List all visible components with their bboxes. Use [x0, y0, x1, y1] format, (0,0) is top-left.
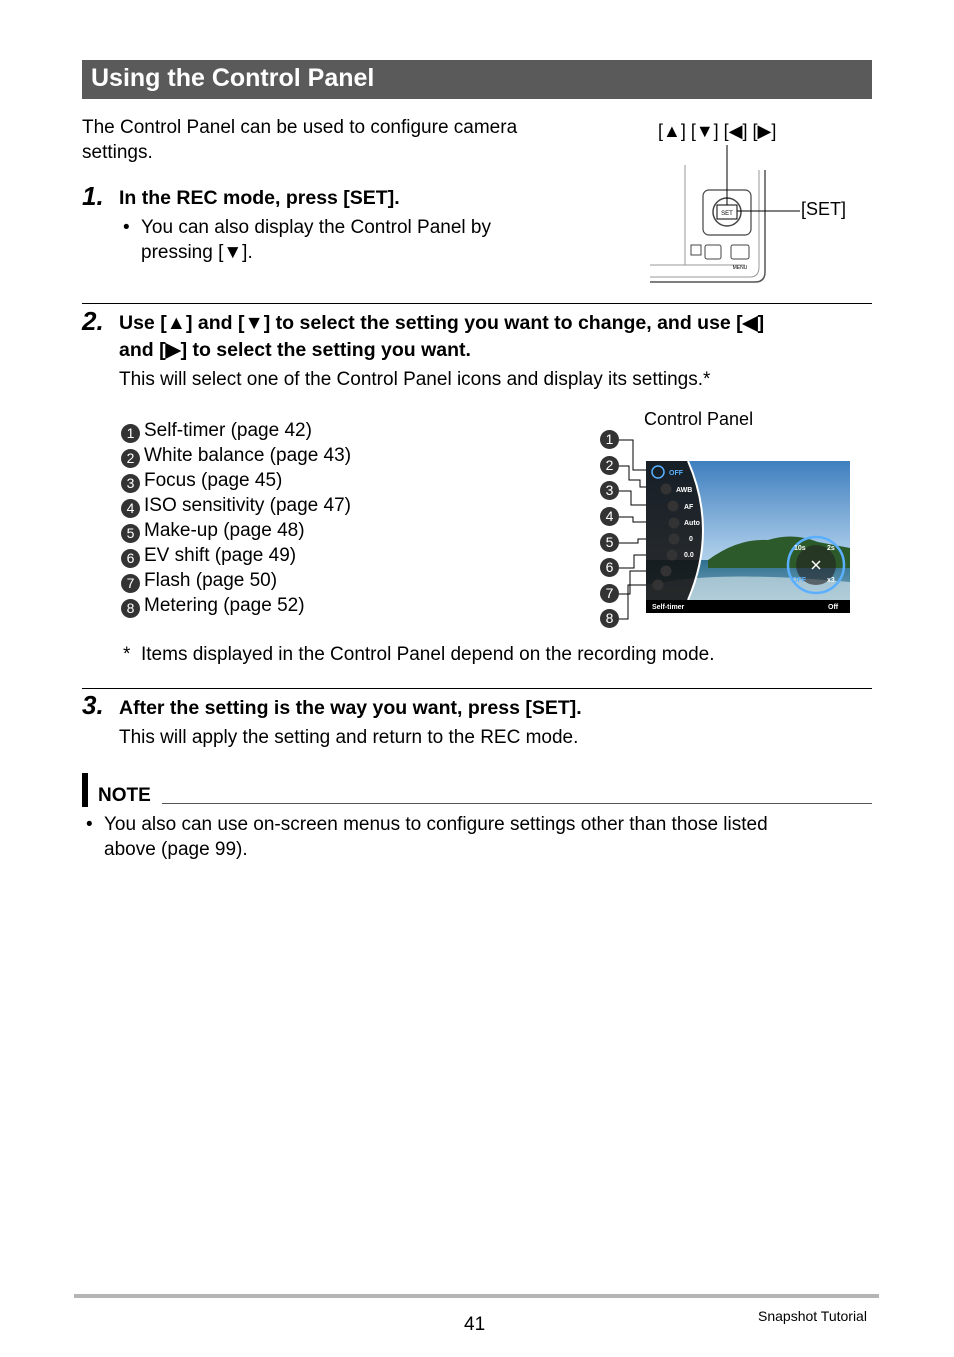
footnote: Items displayed in the Control Panel depend on the recording mode.: [141, 644, 715, 665]
legend-item-flash: [121, 570, 277, 593]
step-1-bullet-line-2: pressing [▼].: [141, 242, 253, 263]
legend-item-focus: [121, 470, 282, 493]
set-button-text: SET: [721, 211, 733, 217]
step-2-title-line-2: and [▶] to select the setting you want.: [119, 339, 471, 361]
section-title: Using the Control Panel: [91, 64, 375, 92]
status-right: Off: [828, 604, 839, 611]
dial-10s: 10s: [794, 545, 806, 552]
number-badge: 2: [121, 449, 140, 468]
page-number: 41: [464, 1314, 486, 1335]
step-3-description: This will apply the setting and return to the REC mode.: [119, 727, 579, 748]
callout-7: 7: [600, 584, 619, 603]
status-left: Self-timer: [652, 604, 685, 611]
step-1-bullet-line-1: You can also display the Control Panel by: [141, 217, 491, 238]
callout-5: 5: [600, 533, 619, 552]
number-badge: 6: [121, 549, 140, 568]
footer-label: Snapshot Tutorial: [758, 1308, 867, 1324]
note-rule: [162, 803, 872, 804]
note-marker: [82, 773, 88, 807]
legend-label: Flash (page 50): [144, 570, 278, 591]
value-awb: AWB: [676, 487, 693, 494]
legend-label: Focus (page 45): [144, 470, 283, 491]
control-panel-caption: Control Panel: [644, 409, 754, 429]
value-makeup: 0: [689, 536, 693, 543]
step-3-number: 3.: [82, 690, 104, 720]
bullet-icon: •: [86, 814, 93, 835]
callout-4: 4: [600, 507, 619, 526]
legend-item-iso: [121, 495, 351, 518]
step-1-number: 1.: [82, 181, 104, 211]
number-badge: 5: [121, 524, 140, 543]
divider: [82, 688, 872, 689]
number-badge: 3: [121, 474, 140, 493]
legend-label: Self-timer (page 42): [144, 420, 312, 441]
step-3-title: After the setting is the way you want, press [SET].: [119, 697, 582, 719]
intro-line-1: The Control Panel can be used to configure camera: [82, 117, 518, 138]
legend-item-make-up: [121, 520, 305, 543]
step-2-number: 2.: [82, 306, 104, 336]
footer-rule: [74, 1294, 879, 1298]
bullet-icon: •: [123, 217, 130, 238]
number-badge: 8: [121, 599, 140, 618]
step-1-title: In the REC mode, press [SET].: [119, 187, 400, 209]
legend-item-metering: [121, 595, 305, 618]
camera-back-diagram: [645, 145, 805, 285]
dial-x3: x3: [827, 577, 835, 584]
footnote-mark: *: [123, 644, 131, 665]
callout-8: 8: [600, 609, 619, 628]
callout-6: 6: [600, 558, 619, 577]
callout-3: 3: [600, 481, 619, 500]
set-button-label: [SET]: [801, 199, 847, 219]
legend-label: Make-up (page 48): [144, 520, 305, 541]
note-line-1: You also can use on-screen menus to configure settings other than those listed: [104, 814, 768, 835]
legend-label: EV shift (page 49): [144, 545, 297, 566]
number-badge: 4: [121, 499, 140, 518]
step-2-title-line-1: Use [▲] and [▼] to select the setting you want to change, and use [◀]: [119, 312, 765, 334]
divider: [82, 303, 872, 304]
value-off: OFF: [669, 470, 683, 477]
legend-item-white-balance: [121, 445, 351, 468]
dial-2s: 2s: [827, 545, 835, 552]
arrow-buttons-label: [▲] [▼] [◀] [▶]: [658, 121, 777, 141]
legend-item-ev-shift: [121, 545, 296, 568]
note-heading: NOTE: [98, 785, 151, 806]
value-auto: Auto: [684, 520, 700, 527]
step-2-description: This will select one of the Control Panel icons and display its settings.*: [119, 369, 711, 390]
menu-text: MENU: [732, 265, 748, 271]
intro-line-2: settings.: [82, 142, 153, 163]
legend-item-self-timer: [121, 420, 312, 443]
callout-2: 2: [600, 456, 619, 475]
dial-off: OFF: [792, 577, 806, 584]
legend-label: White balance (page 43): [144, 445, 352, 466]
note-line-2: above (page 99).: [104, 839, 248, 860]
legend-label: Metering (page 52): [144, 595, 305, 616]
value-ev: 0.0: [684, 552, 694, 559]
number-badge: 7: [121, 574, 140, 593]
number-badge: 1: [121, 424, 140, 443]
value-af: AF: [684, 504, 694, 511]
control-panel-screen: [618, 430, 858, 630]
legend-label: ISO sensitivity (page 47): [144, 495, 351, 516]
callout-1: 1: [600, 430, 619, 449]
